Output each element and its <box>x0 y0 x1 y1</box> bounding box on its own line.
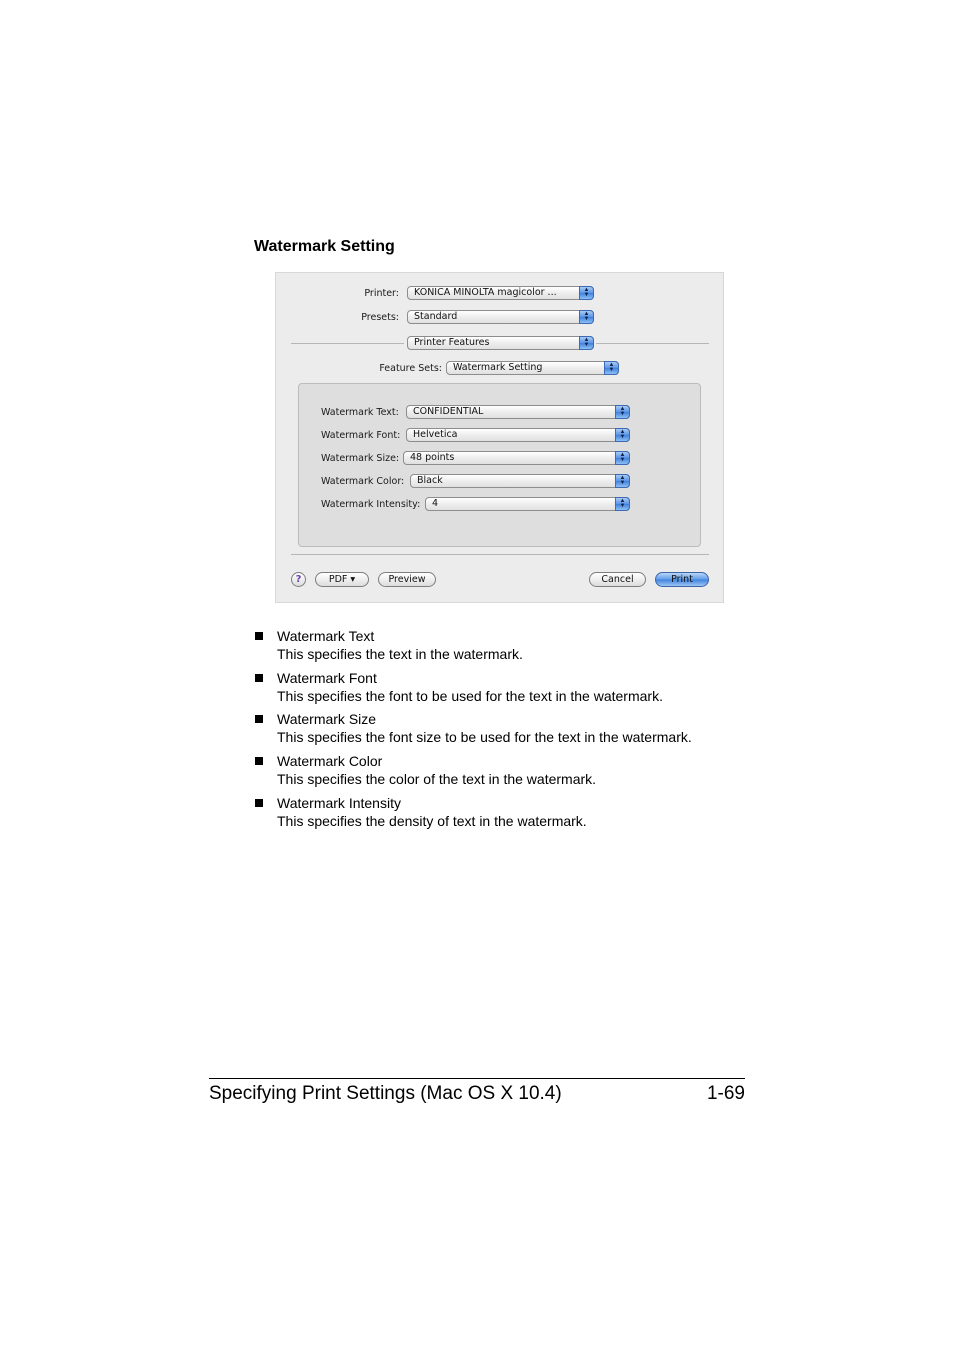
feature-sets-label: Feature Sets: <box>379 363 442 374</box>
watermark-size-value: 48 points <box>410 452 455 463</box>
watermark-text-popup[interactable] <box>406 405 630 419</box>
footer-rule <box>209 1078 745 1079</box>
popup-arrows-icon: ▲ ▼ <box>615 428 630 442</box>
popup-arrows-icon: ▲ ▼ <box>579 310 594 324</box>
square-bullet-icon <box>255 799 263 807</box>
feature-sets-popup[interactable] <box>446 361 619 375</box>
presets-value: Standard <box>414 311 458 322</box>
popup-arrows-icon: ▲ ▼ <box>615 405 630 419</box>
presets-popup[interactable] <box>407 310 594 324</box>
cancel-button[interactable]: Cancel <box>589 572 646 587</box>
feature-sets-value: Watermark Setting <box>453 362 543 373</box>
item-term: Watermark Color <box>277 753 383 769</box>
print-dialog <box>275 272 724 603</box>
separator-line <box>596 343 709 344</box>
item-description: This specifies the font to be used for the text in the watermark. <box>277 687 663 704</box>
popup-arrows-icon: ▲ ▼ <box>615 497 630 511</box>
watermark-intensity-popup[interactable] <box>425 497 630 511</box>
watermark-text-label: Watermark Text: <box>321 407 399 418</box>
section-title: Watermark Setting <box>254 238 395 255</box>
watermark-color-popup[interactable] <box>410 474 630 488</box>
watermark-font-popup[interactable] <box>406 428 630 442</box>
page-number: 1-69 <box>706 1083 745 1104</box>
popup-arrows-icon: ▲ ▼ <box>579 286 594 300</box>
square-bullet-icon <box>255 757 263 765</box>
help-button[interactable]: ? <box>291 572 306 587</box>
bottom-separator <box>291 554 709 555</box>
watermark-font-label: Watermark Font: <box>321 430 401 441</box>
printer-value: KONICA MINOLTA magicolor ... <box>414 287 557 298</box>
printer-popup[interactable] <box>407 286 594 300</box>
popup-arrows-icon: ▲ ▼ <box>615 474 630 488</box>
separator-line <box>291 343 404 344</box>
watermark-color-label: Watermark Color: <box>321 476 405 487</box>
watermark-size-popup[interactable] <box>403 451 630 465</box>
preview-button[interactable]: Preview <box>378 572 436 587</box>
watermark-size-label: Watermark Size: <box>321 453 400 464</box>
watermark-text-value: CONFIDENTIAL <box>413 406 484 417</box>
watermark-intensity-label: Watermark Intensity: <box>321 499 421 510</box>
printer-label: Printer: <box>364 288 399 299</box>
item-description: This specifies the text in the watermark. <box>277 645 523 662</box>
watermark-font-value: Helvetica <box>413 429 458 440</box>
footer-title: Specifying Print Settings (Mac OS X 10.4) <box>209 1083 562 1104</box>
panel-value: Printer Features <box>414 337 490 348</box>
square-bullet-icon <box>255 715 263 723</box>
item-term: Watermark Size <box>277 711 377 727</box>
square-bullet-icon <box>255 632 263 640</box>
item-term: Watermark Intensity <box>277 795 401 811</box>
popup-arrows-icon: ▲ ▼ <box>604 361 619 375</box>
popup-arrows-icon: ▲ ▼ <box>579 336 594 350</box>
watermark-options-box <box>298 383 701 547</box>
item-term: Watermark Text <box>277 628 375 644</box>
presets-label: Presets: <box>361 312 399 323</box>
print-button[interactable]: Print <box>655 572 709 587</box>
watermark-color-value: Black <box>417 475 443 486</box>
item-description: This specifies the font size to be used for the text in the watermark. <box>277 728 692 745</box>
popup-arrows-icon: ▲ ▼ <box>615 451 630 465</box>
panel-popup[interactable] <box>407 336 594 350</box>
pdf-button[interactable]: PDF ▾ <box>315 572 369 587</box>
square-bullet-icon <box>255 674 263 682</box>
item-description: This specifies the density of text in the watermark. <box>277 812 587 829</box>
item-term: Watermark Font <box>277 670 377 686</box>
watermark-intensity-value: 4 <box>432 498 439 509</box>
item-description: This specifies the color of the text in the watermark. <box>277 770 597 787</box>
